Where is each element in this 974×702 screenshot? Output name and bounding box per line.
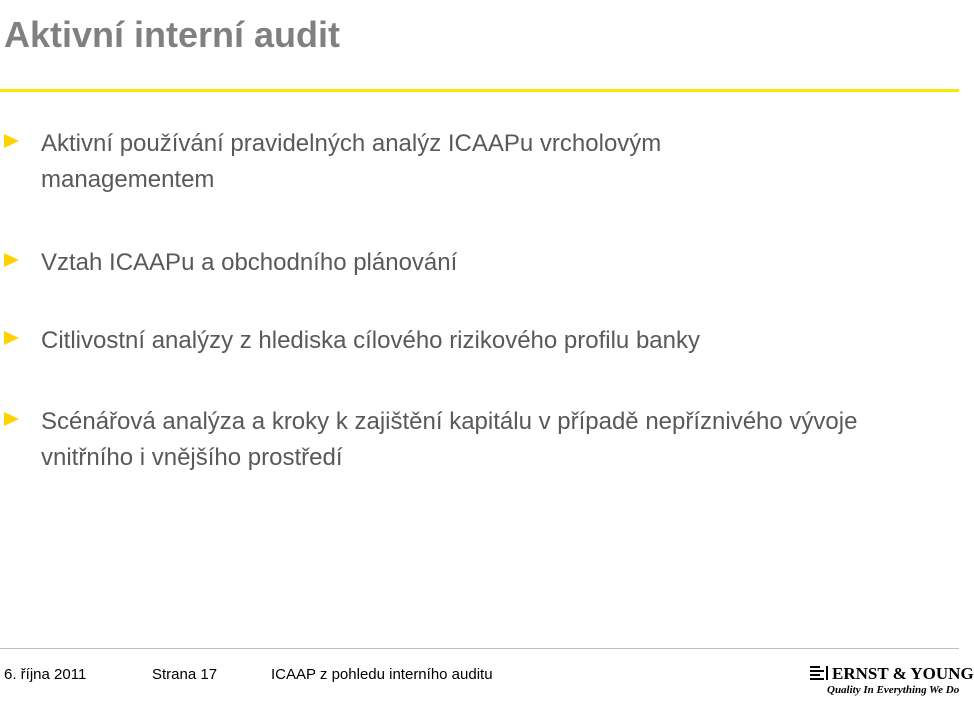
bullet-text: Aktivní používání pravidelných analýz ICAAPu vrcholovým managementem (41, 130, 662, 193)
bullet-text: Scénářová analýza a kroky k zajištění kapitálu v případě nepříznivého vývoje vnitřního i vnějšího prostředí (41, 408, 858, 471)
bullet-item (0, 245, 921, 281)
slide-title: Aktivní interní audit (4, 14, 341, 55)
bullet-text: Vztah ICAAPu a obchodního plánování (41, 249, 458, 276)
triangle-right-icon (4, 331, 19, 345)
triangle-right-icon (4, 253, 19, 267)
footer-document-title: ICAAP z pohledu interního auditu (271, 666, 493, 683)
footer-divider (0, 648, 959, 649)
bullet-item (0, 126, 801, 198)
logo-name: ERNST & YOUNG (832, 664, 974, 683)
slide-header (0, 0, 959, 88)
ernst-young-logo (810, 664, 974, 702)
bullet-item (0, 323, 921, 359)
footer-page-number: Strana 17 (152, 666, 218, 683)
footer-date: 6. října 2011 (4, 666, 87, 683)
ey-logo-mark-icon (810, 666, 828, 682)
triangle-right-icon (4, 412, 19, 426)
slide-footer (0, 664, 974, 696)
triangle-right-icon (4, 134, 19, 148)
title-divider (0, 89, 959, 92)
logo-tagline: Quality In Everything We Do (827, 684, 960, 696)
bullet-text: Citlivostní analýzy z hlediska cílového rizikového profilu banky (41, 327, 700, 354)
bullet-item (0, 404, 921, 476)
